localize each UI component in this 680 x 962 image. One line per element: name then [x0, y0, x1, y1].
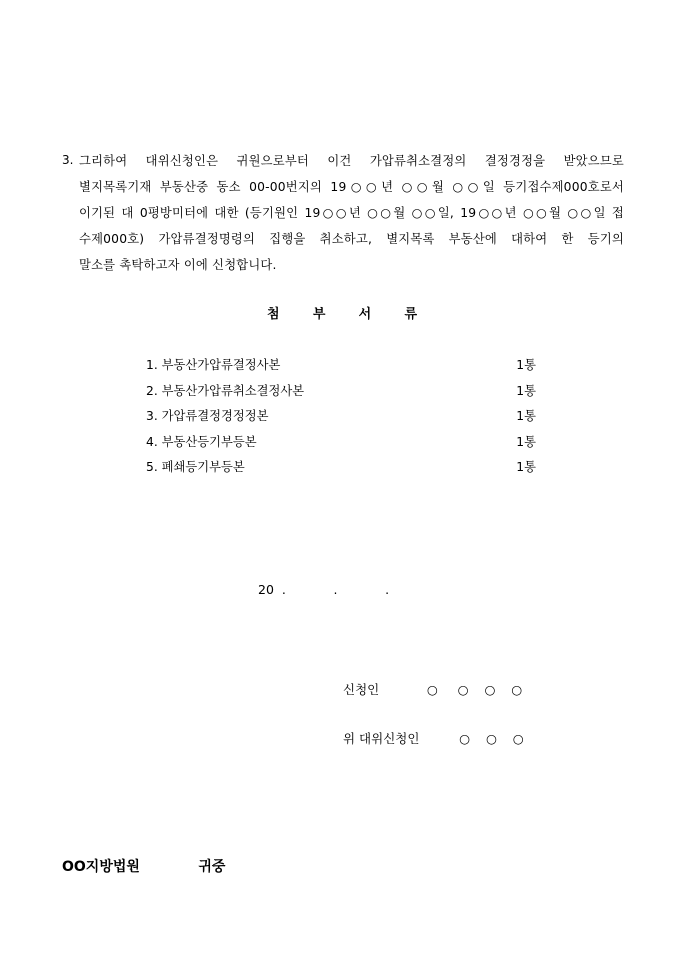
list-item	[146, 355, 536, 381]
attachment-name: 3. 가압류결정경정정본	[146, 409, 269, 423]
attachment-name: 2. 부동산가압류취소결정사본	[146, 383, 305, 398]
attachment-name: 4. 부동산등기부등본	[146, 434, 257, 449]
attachment-qty: 1통	[516, 460, 536, 474]
attachment-qty: 1통	[516, 383, 536, 398]
list-item	[146, 406, 536, 432]
heading-char: 서	[358, 307, 372, 322]
paragraph-line: 수제000호) 가압류결정명령의 집행을 취소하고, 별지목록 부동산에 대하여 한 등기의	[79, 232, 624, 246]
paragraph-line: 그리하여 대위신청인은 귀원으로부터 이건 가압류취소결정의 결정경정을 받았으므로	[79, 154, 624, 168]
attachment-name: 1. 부동산가압류결정사본	[146, 358, 281, 372]
subrogation-applicant-line: 위 대위신청인 ○ ○ ○	[343, 731, 524, 746]
heading-char: 부	[312, 307, 326, 322]
list-item	[146, 381, 536, 407]
attachment-name: 5. 폐쇄등기부등본	[146, 460, 245, 474]
attachment-qty: 1통	[516, 409, 536, 423]
list-item	[146, 457, 536, 483]
attachment-qty: 1통	[516, 358, 536, 372]
paragraph-line: 이기된 대 0평방미터에 대한 (등기원인 19○○년 ○○월 ○○일, 19○○년 ○○월 ○○일 접	[79, 206, 624, 220]
attachments-heading	[267, 303, 417, 322]
date-line: 20 . . .	[258, 582, 390, 597]
list-item	[146, 432, 536, 458]
addressee-court: OO지방법원 귀중	[62, 859, 226, 875]
applicant-line: 신청인 ○ ○ ○ ○	[343, 682, 523, 697]
attachments-list	[146, 355, 536, 483]
paragraph-line: 별지목록기재 부동산중 동소 00-00번지의 19○○년 ○○월 ○○일 등기접수제000호로서	[79, 180, 624, 194]
paragraph-number: 3.	[62, 153, 74, 167]
heading-char: 류	[404, 307, 417, 322]
body-paragraph	[79, 153, 624, 283]
heading-char: 첨	[267, 307, 280, 322]
paragraph-line: 말소를 촉탁하고자 이에 신청합니다.	[79, 258, 277, 272]
attachment-qty: 1통	[516, 434, 536, 449]
